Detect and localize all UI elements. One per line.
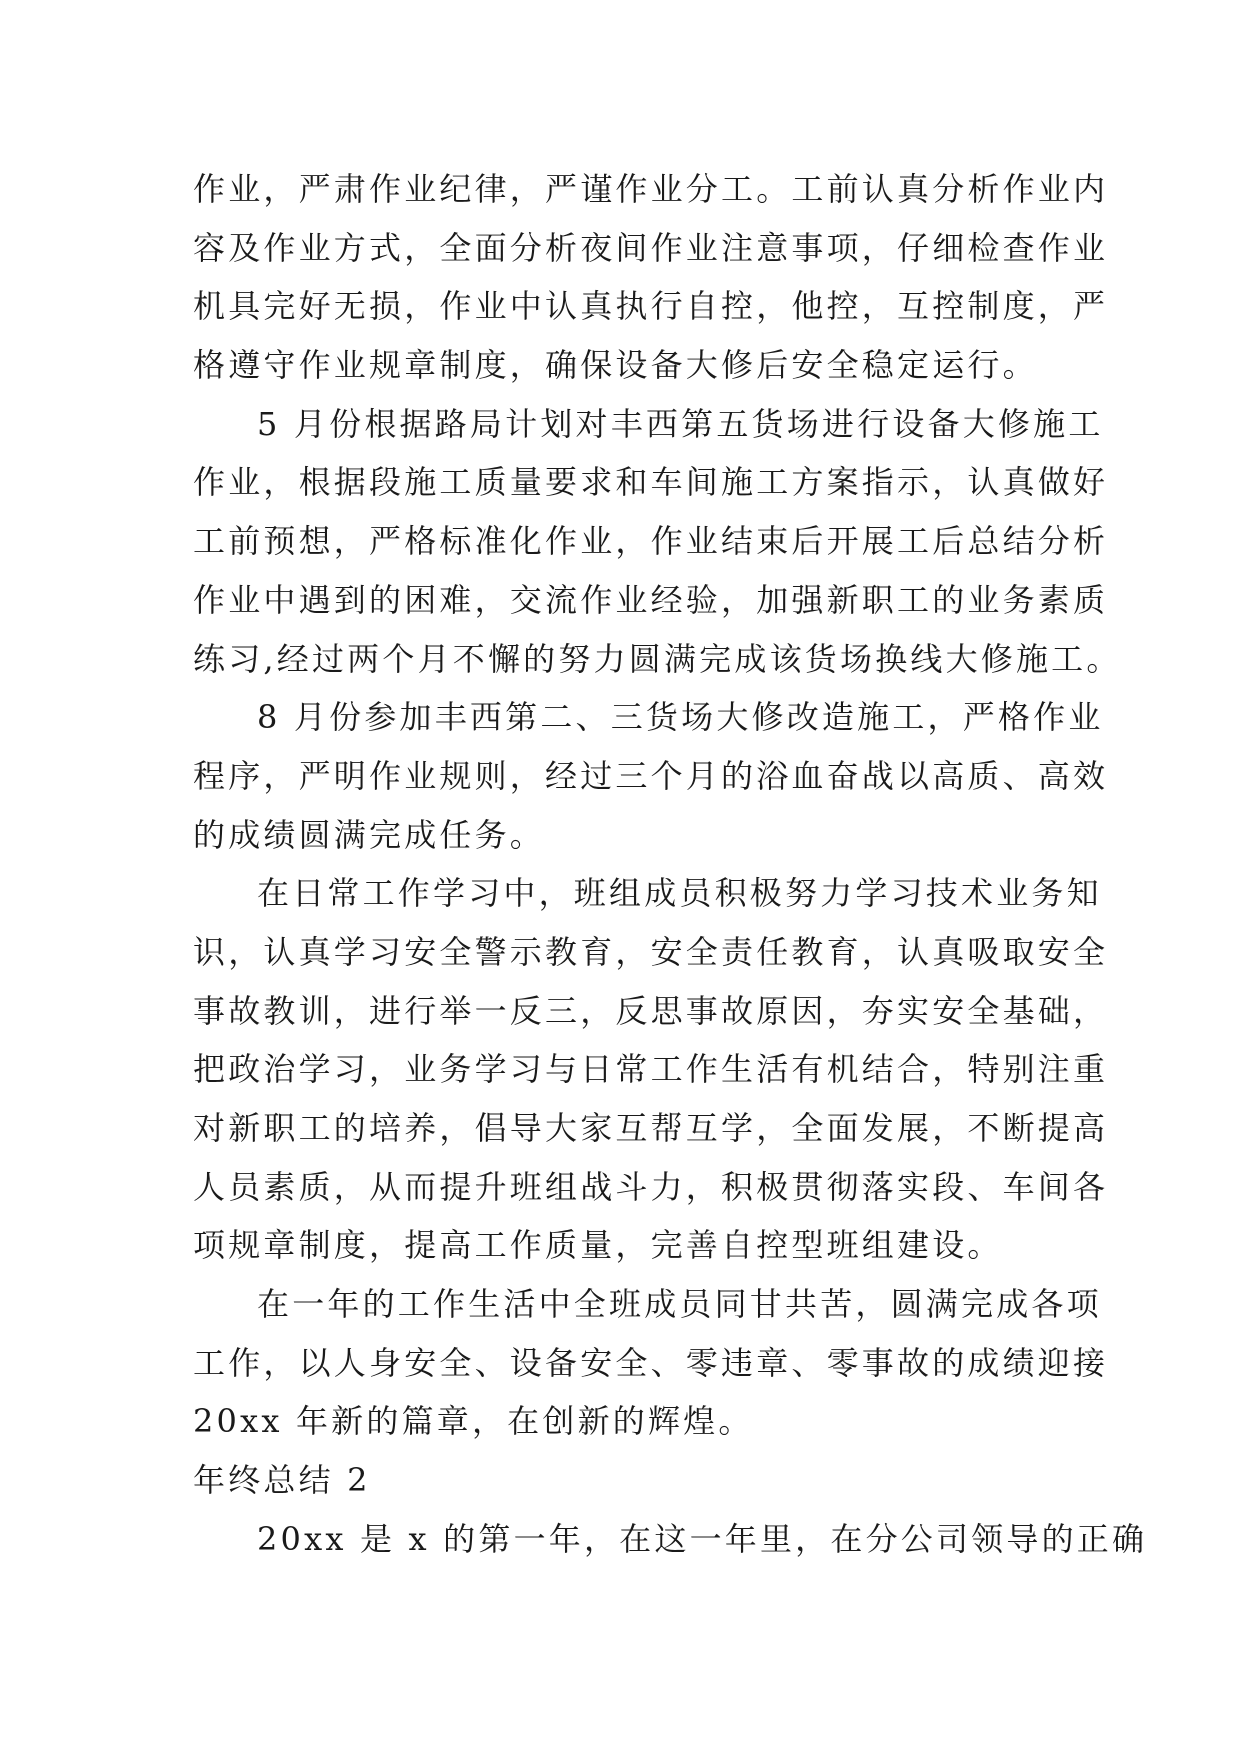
- text-line: 项规章制度，提高工作质量，完善自控型班组建设。: [193, 1226, 1003, 1265]
- text-line: 在一年的工作生活中全班成员同甘共苦，圆满完成各项: [257, 1285, 1102, 1324]
- text-line: 的成绩圆满完成任务。: [193, 815, 546, 854]
- text-line: 格遵守作业规章制度，确保设备大修后安全稳定运行。: [193, 346, 1038, 385]
- text-line: 20xx 是 x 的第一年，在这一年里，在分公司领导的正确: [257, 1519, 1148, 1558]
- section-heading: 年终总结 2: [193, 1461, 371, 1500]
- text-line: 把政治学习，业务学习与日常工作生活有机结合，特别注重: [193, 1050, 1109, 1089]
- text-line: 工前预想，严格标准化作业，作业结束后开展工后总结分析: [193, 522, 1109, 561]
- text-line: 练习,经过两个月不懈的努力圆满完成该货场换线大修施工。: [193, 639, 1122, 678]
- text-line: 容及作业方式，全面分析夜间作业注意事项，仔细检查作业: [193, 228, 1109, 267]
- text-line: 事故教训，进行举一反三，反思事故原因，夯实安全基础，: [193, 991, 1109, 1030]
- text-line: 识，认真学习安全警示教育，安全责任教育，认真吸取安全: [193, 932, 1109, 971]
- text-line: 作业中遇到的困难，交流作业经验，加强新职工的业务素质: [193, 580, 1109, 619]
- text-line: 程序，严明作业规则，经过三个月的浴血奋战以高质、高效: [193, 756, 1109, 795]
- text-line: 8 月份参加丰西第二、三货场大修改造施工，严格作业: [257, 698, 1104, 737]
- document-body: [193, 160, 1148, 1569]
- text-line: 20xx 年新的篇章，在创新的辉煌。: [193, 1402, 754, 1441]
- text-line: 作业，根据段施工质量要求和车间施工方案指示，认真做好: [193, 463, 1109, 502]
- text-line: 在日常工作学习中，班组成员积极努力学习技术业务知: [257, 874, 1102, 913]
- text-line: 对新职工的培养，倡导大家互帮互学，全面发展，不断提高: [193, 1109, 1109, 1147]
- text-line: 5 月份根据路局计划对丰西第五货场进行设备大修施工: [257, 404, 1104, 443]
- text-line: 机具完好无损，作业中认真执行自控，他控，互控制度，严: [193, 287, 1109, 326]
- text-line: 作业，严肃作业纪律，严谨作业分工。工前认真分析作业内: [193, 170, 1109, 208]
- text-line: 人员素质，从而提升班组战斗力，积极贯彻落实段、车间各: [193, 1167, 1109, 1206]
- text-line: 工作，以人身安全、设备安全、零违章、零事故的成绩迎接: [193, 1343, 1109, 1382]
